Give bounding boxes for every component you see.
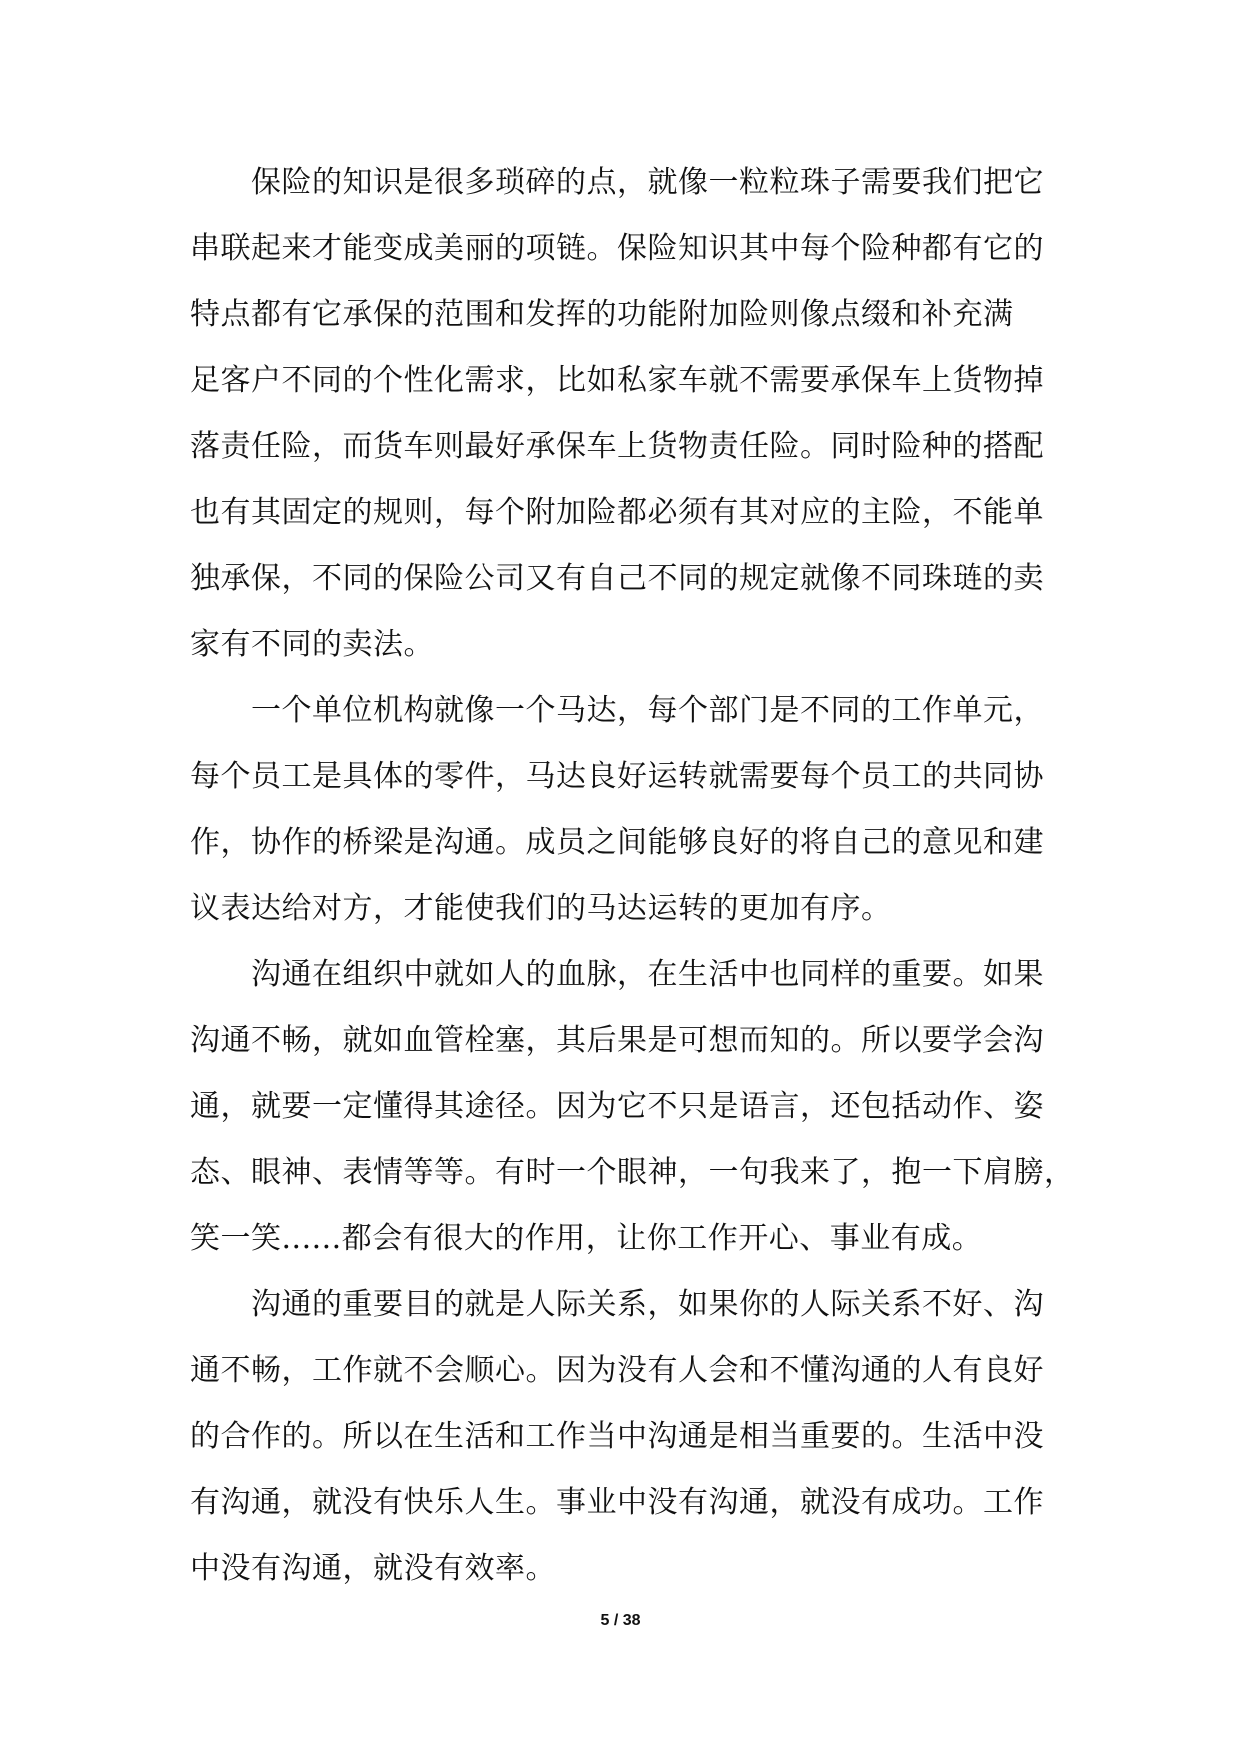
page-number: 5 / 38 bbox=[600, 1612, 641, 1629]
text-line: 一个单位机构就像一个马达，每个部门是不同的工作单元， bbox=[190, 693, 1044, 728]
text-line: 沟通不畅，就如血管栓塞，其后果是可想而知的。所以要学会沟 bbox=[190, 1023, 1044, 1058]
text-line: 家有不同的卖法。 bbox=[190, 627, 434, 662]
text-line: 态、眼神、表情等等。有时一个眼神，一句我来了，抱一下肩膀， bbox=[190, 1155, 1075, 1190]
text-line: 落责任险，而货车则最好承保车上货物责任险。同时险种的搭配 bbox=[190, 429, 1044, 464]
paragraph-4 bbox=[190, 1272, 1070, 1602]
text-line: 议表达给对方，才能使我们的马达运转的更加有序。 bbox=[190, 891, 892, 926]
text-line: 特点都有它承保的范围和发挥的功能附加险则像点缀和补充满 bbox=[190, 297, 1014, 332]
text-line: 有沟通，就没有快乐人生。事业中没有沟通，就没有成功。工作 bbox=[190, 1485, 1044, 1520]
text-line: 保险的知识是很多琐碎的点，就像一粒粒珠子需要我们把它 bbox=[190, 165, 1044, 200]
text-line: 的合作的。所以在生活和工作当中沟通是相当重要的。生活中没 bbox=[190, 1419, 1044, 1454]
text-line: 独承保，不同的保险公司又有自己不同的规定就像不同珠琏的卖 bbox=[190, 561, 1044, 596]
text-line: 通，就要一定懂得其途径。因为它不只是语言，还包括动作、姿 bbox=[190, 1089, 1044, 1124]
text-line: 每个员工是具体的零件，马达良好运转就需要每个员工的共同协 bbox=[190, 759, 1044, 794]
text-line: 也有其固定的规则，每个附加险都必须有其对应的主险，不能单 bbox=[190, 495, 1044, 530]
text-line: 通不畅，工作就不会顺心。因为没有人会和不懂沟通的人有良好 bbox=[190, 1353, 1044, 1388]
paragraph-1 bbox=[190, 150, 1070, 678]
text-line: 足客户不同的个性化需求，比如私家车就不需要承保车上货物掉 bbox=[190, 363, 1044, 398]
text-line: 作，协作的桥梁是沟通。成员之间能够良好的将自己的意见和建 bbox=[190, 825, 1044, 860]
text-line: 沟通的重要目的就是人际关系，如果你的人际关系不好、沟 bbox=[190, 1287, 1044, 1322]
body-text bbox=[190, 150, 1075, 1602]
paragraph-3 bbox=[190, 942, 1075, 1272]
text-line: 中没有沟通，就没有效率。 bbox=[190, 1551, 556, 1586]
paragraph-2 bbox=[190, 678, 1070, 942]
text-line: 笑一笑......都会有很大的作用，让你工作开心、事业有成。 bbox=[190, 1221, 983, 1256]
text-line: 沟通在组织中就如人的血脉，在生活中也同样的重要。如果 bbox=[190, 957, 1044, 992]
text-line: 串联起来才能变成美丽的项链。保险知识其中每个险种都有它的 bbox=[190, 231, 1044, 266]
